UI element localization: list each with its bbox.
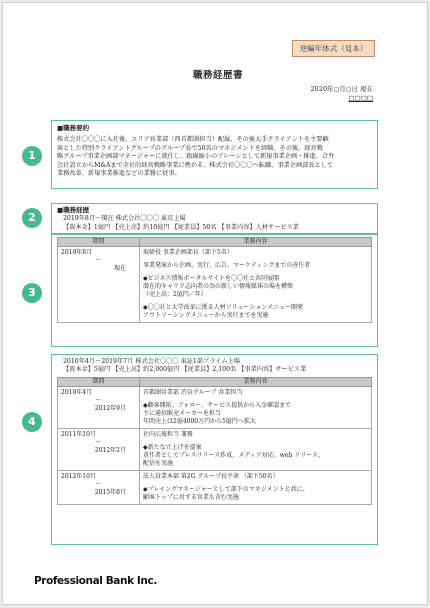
col-period-header: 期間: [58, 377, 140, 386]
table-row: [58, 428, 372, 470]
content-line: ◆ビジネス情報ポータルサイトを〇〇社と共同展開: [143, 275, 280, 282]
summary-line: 客とした特別クライアントグループのグループ長で50名のマネジメントを経験。その後、経営戦: [57, 144, 323, 152]
period-end: 2012年2月: [94, 446, 126, 454]
period-cell: [58, 428, 140, 470]
content-line: 主に通信販売メーカーを担当: [143, 409, 221, 417]
summary-line: 業務改革、新規事業推進などの業務に従事。: [57, 170, 181, 178]
section-badge-4: 4: [22, 412, 42, 432]
content-line: 配信を実施: [143, 459, 174, 467]
format-stamp: 逆編年体式（見本）: [292, 40, 375, 57]
period-end: 2015年8月: [94, 488, 126, 496]
content-line: アウトソーシングメニューから実行までを実施: [143, 312, 269, 319]
content-line: （売上高：2億円／年）: [143, 291, 207, 298]
date-text: 2020年○月○日 現在: [310, 85, 373, 93]
company2-line2: 【資本金】5億円 【売上高】約2,000億円 【従業員】2,100名 【事業内容】サービス業: [63, 366, 307, 374]
section-badge-1: 1: [22, 146, 42, 166]
date-block: [311, 85, 373, 103]
content-line: ◆新たな立上げを提案: [143, 443, 202, 451]
content-cell: [140, 470, 372, 504]
history-header-box: [51, 203, 378, 234]
company1-table-box: [51, 234, 378, 347]
content-line: 顧客トップに対する営業も含む実施: [143, 493, 239, 501]
content-line: 事業発案から企画、実行、広告、マーケティングまでの責任者: [143, 262, 311, 269]
summary-line: 略グループ事業企画部マネージャーに就任し、路線縮小のブレーンとして新規事業企画・推進、合弁: [57, 153, 335, 161]
content-line: 法人営業本部 第2G グループ長平命 （部下50名）: [143, 472, 279, 480]
history-heading: ■職務経歴: [57, 206, 90, 214]
period-start: 2011年10月: [61, 430, 96, 438]
period-cell: [58, 470, 140, 504]
content-line: 社内広報担当 兼務: [143, 430, 193, 438]
content-line: 責任者としてプレスリリース作成、メディア対応、web リリース、: [143, 451, 325, 459]
company1-line1: 2019年8月～現在 株式会社〇〇〇 東京上場: [63, 215, 186, 223]
period-start: 2012年10月: [61, 472, 96, 480]
section-badge-3: 3: [22, 283, 42, 303]
content-cell: [140, 428, 372, 470]
content-line: 潜在的キャリア志向者の為の新しい情報媒体の場を構築: [143, 283, 294, 290]
period-start: 2010年4月: [61, 388, 93, 396]
company1-table: [57, 237, 372, 323]
summary-line: 会社設立からM&Aまで全社的経営戦略事業に携わる。株式会社〇〇〇へ転職、事業企画部長として: [57, 161, 334, 169]
content-line: 首都圏営業部 渋谷グループ 営業担当: [143, 388, 243, 396]
company2-table: [57, 377, 372, 505]
period-end: 現在: [113, 265, 126, 272]
content-cell: [140, 386, 372, 428]
summary-heading: ■職務要約: [57, 124, 90, 132]
section-badge-2: 2: [22, 208, 42, 228]
period-cell: [58, 386, 140, 428]
summary-line: 株式会社〇〇〇に入社後、エリア営業部（西首都圏担当）配属、その後大手クライアントを主要顧: [57, 136, 329, 144]
applicant-name: □□□□: [348, 94, 373, 102]
col-content-header: 業務内容: [140, 377, 372, 386]
company2-box: [51, 354, 378, 545]
company-logo: Professional Bank Inc.: [34, 575, 157, 587]
period-end: 2012年9月: [94, 404, 126, 412]
period-tilde: ～: [95, 480, 102, 488]
content-line: 取締役 事業企画部長（部下5名）: [143, 249, 233, 256]
period-tilde: ～: [95, 396, 102, 404]
table-row: [58, 470, 372, 504]
table-row: [58, 247, 372, 323]
period-tilde: ～: [95, 438, 102, 446]
content-line: 年間売上は2億4000万円から5億円へ拡大: [143, 417, 256, 425]
period-start: 2019年8月: [61, 249, 93, 256]
document-title: 職務経歴書: [192, 70, 243, 81]
summary-box: [51, 120, 378, 189]
company2-line1: 2010年4月～2019年7月 株式会社〇〇〇 東証1部プライム上場: [63, 358, 240, 365]
col-period-header: 期間: [58, 238, 140, 247]
content-cell: [140, 247, 372, 323]
content-line: ◆プレイングマネージャーとして部下のマネジメントと共に、: [143, 485, 309, 493]
table-row: [58, 386, 372, 428]
company1-line2: 【資本金】1億円 【売上高】約10億円 【従業員】50名 【事業内容】人材サービス業: [63, 223, 299, 231]
period-tilde: ～: [95, 257, 102, 264]
col-content-header: 業務内容: [140, 238, 372, 247]
content-line: ◆顧客開拓、フォロー、サービス提供から入金確認まで: [143, 401, 292, 409]
period-cell: [58, 247, 140, 323]
content-line: ◆〇〇社と大学改革に係る人材ソリューションメニュー開発: [143, 304, 304, 311]
